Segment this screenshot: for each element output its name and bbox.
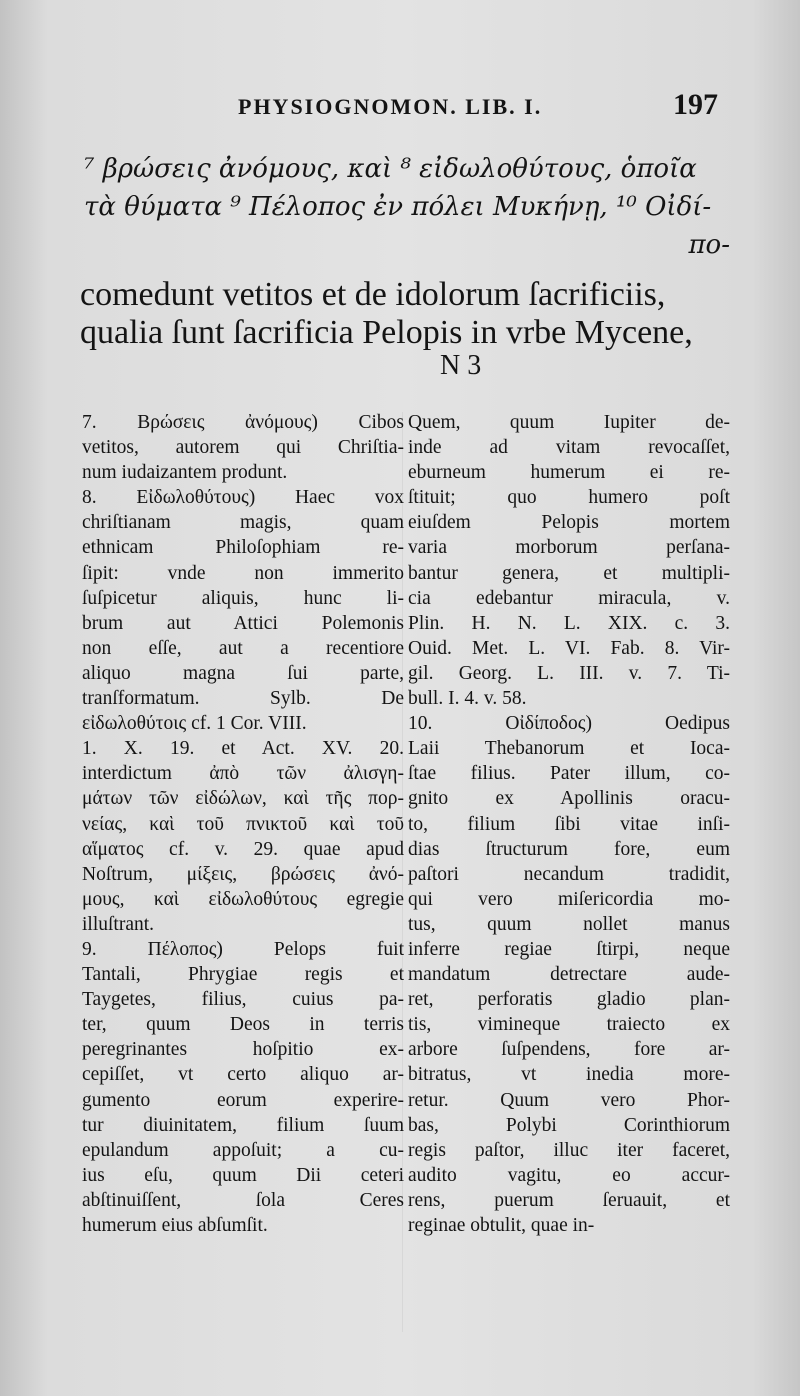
note-line: gumento eorum experire- [82,1089,404,1111]
note-line: bantur genera, et multipli- [408,562,730,584]
note-line: peregrinantes hoſpitio ex- [82,1039,404,1061]
note-line: paſtori necandum tradidit, [408,863,730,885]
note-line: Plin. H. N. L. XIX. c. 3. [408,612,730,634]
note-line: inde ad vitam revocaſſet, [408,437,730,459]
note-line: 10. Οἰδίποδος) Oedipus [408,713,730,735]
note-line: 1. X. 19. et Act. XV. 20. [82,738,404,760]
note-line: gnito ex Apollinis oracu- [408,788,730,810]
note-line: retur. Quum vero Phor- [408,1089,730,1111]
note-line: inferre regiae ſtirpi, neque [408,938,730,960]
note-line: rens, puerum ſeruauit, et [408,1189,730,1211]
note-line: μους, καὶ εἰδωλοθύτους egregie [82,888,404,910]
latin-translation [80,276,740,352]
note-line: 8. Εἰδωλοθύτους) Haec vox [82,487,404,509]
note-line: tranſformatum. Sylb. De [82,688,404,710]
note-line: μάτων τῶν εἰδώλων, καὶ τῆς πορ- [82,788,404,810]
latin-line: qualia ſunt ſacrificia Pelopis in vrbe Mycene, [80,314,693,351]
note-line: bull. I. 4. v. 58. [408,688,527,710]
greek-main-text [84,150,744,264]
latin-line: comedunt vetitos et de idolorum ſacrificiis, [80,276,666,313]
note-line: ret, perforatis gladio plan- [408,989,730,1011]
notes-column-right [408,410,730,1238]
note-line: ter, quum Deos in terris [82,1014,404,1036]
note-line: eiuſdem Pelopis mortem [408,512,730,534]
note-line: bitratus, vt inedia more- [408,1064,730,1086]
note-line: cepiſſet, vt certo aliquo ar- [82,1064,404,1086]
greek-line: πο- [688,230,730,260]
note-line: Laii Thebanorum et Ioca- [408,738,730,760]
note-line: qui vero miſericordia mo- [408,888,730,910]
note-line: audito vagitu, eo accur- [408,1164,730,1186]
note-line: interdictum ἀπὸ τῶν ἀλισγη- [82,763,404,785]
note-line: Tantali, Phrygiae regis et [82,964,404,986]
note-line: tis, vimineque traiecto ex [408,1014,730,1036]
note-line: Quem, quum Iupiter de- [408,412,730,433]
note-line: chriſtianam magis, quam [82,512,404,534]
note-line: aliquo magna ſui parte, [82,662,404,684]
note-line: ſipit: vnde non immerito [82,562,404,584]
note-line: αἵματος cf. v. 29. quae apud [82,838,404,860]
note-line: illuſtrant. [82,913,155,935]
note-line: dias ſtructurum fore, eum [408,838,730,860]
note-line: gil. Georg. L. III. v. 7. Ti- [408,662,730,684]
note-line: vetitos, autorem qui Chriſtia- [82,437,404,459]
note-line: ſtituit; quo humero poſt [408,487,730,509]
greek-line: ⁷ βρώσεις ἀνόμους, καὶ ⁸ εἰδωλοθύτους, ὁποῖα [84,154,697,184]
note-line: non eſſe, aut a recentiore [82,637,404,659]
note-line: brum aut Attici Polemonis [82,612,404,634]
note-line: tur diuinitatem, filium ſuum [82,1114,404,1136]
note-line: to, filium ſibi vitae inſi- [408,813,730,835]
note-line: εἰδωλοθύτοις cf. 1 Cor. VIII. [82,713,307,735]
note-line: νείας, καὶ τοῦ πνικτοῦ καὶ τοῦ [82,813,404,835]
note-line: num iudaizantem produnt. [82,462,288,484]
note-line: Noſtrum, μίξεις, βρώσεις ἀνό- [82,863,404,885]
note-line: humerum eius abſumſit. [82,1215,268,1236]
running-head: PHYSIOGNOMON. LIB. I. [238,94,543,119]
note-line: eburneum humerum ei re- [408,462,730,484]
greek-line: τὰ θύματα ⁹ Πέλοπος ἐν πόλει Μυκήνῃ, ¹⁰ Οἰδί- [84,192,712,222]
signature-mark: N 3 [440,350,482,381]
note-line: ethnicam Philoſophiam re- [82,537,404,559]
note-line: ius eſu, quum Dii ceteri [82,1164,404,1186]
page-number: 197 [673,88,718,121]
note-line: abſtinuiſſent, ſola Ceres [82,1189,404,1211]
note-line: tus, quum nollet manus [408,913,730,935]
note-line: 9. Πέλοπος) Pelops fuit [82,938,404,960]
note-line: Ouid. Met. L. VI. Fab. 8. Vir- [408,637,730,659]
note-line: arbore ſuſpendens, fore ar- [408,1039,730,1061]
note-line: bas, Polybi Corinthiorum [408,1114,730,1136]
notes-column-left [82,410,404,1238]
note-line: reginae obtulit, quae in- [408,1215,595,1236]
note-line: mandatum detrectare aude- [408,964,730,986]
note-line: epulandum appoſuit; a cu- [82,1139,404,1161]
note-line: ſtae filius. Pater illum, co- [408,763,730,785]
note-line: Taygetes, filius, cuius pa- [82,989,404,1011]
note-line: varia morborum perſana- [408,537,730,559]
note-line: ſuſpicetur aliquis, hunc li- [82,587,404,609]
note-line: 7. Βρώσεις ἀνόμους) Cibos [82,412,404,433]
page-header [238,88,718,128]
note-line: regis paſtor, illuc iter faceret, [408,1139,730,1161]
note-line: cia edebantur miracula, v. [408,587,730,609]
